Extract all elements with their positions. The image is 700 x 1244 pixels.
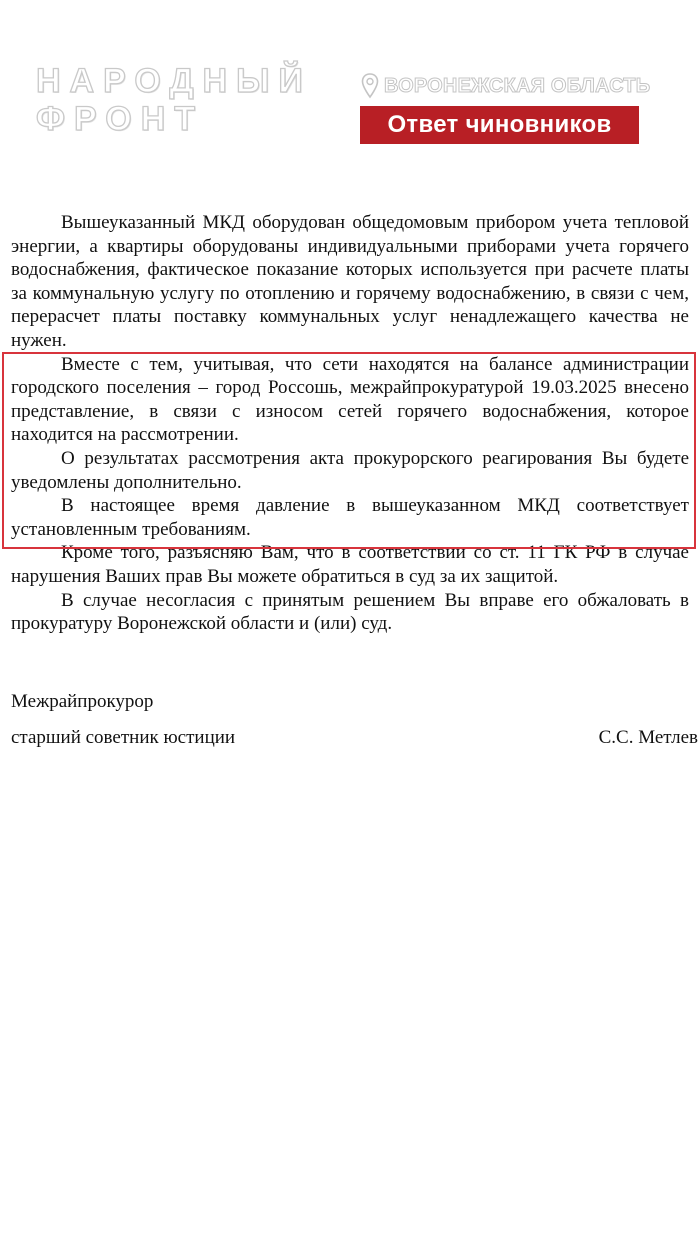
logo-line-2: ФРОНТ (36, 100, 205, 138)
highlight-frame (2, 352, 696, 549)
logo (36, 62, 312, 138)
paragraph-4: В настоящее время давление в вышеуказанном МКД соответствует установленным требованиям. (11, 495, 689, 540)
officials-answer-badge: Ответ чиновников (360, 106, 639, 144)
paragraph-3: О результатах рассмотрения акта прокурорского реагирования Вы будете уведомлены дополнительно. (11, 447, 689, 493)
paragraph-6: В случае несогласия с принятым решением Вы вправе его обжаловать в прокуратуру Воронежской области и (или) суд. (11, 589, 689, 635)
logo-line-1: НАРОДНЫЙ (36, 62, 312, 100)
signature-rank: старший советник юстиции (11, 727, 236, 748)
location-pin-icon (360, 72, 380, 100)
paragraph-1: Вышеуказанный МКД оборудован общедомовым прибором учета тепловой энергии, а квартиры оборудованы индивидуальными приборами учета горячего водоснабжения, фактическое показание которых используется при расчете платы за коммунальную услугу по отоплению и горячему водоснабжению, в связи с чем, перерасчет платы поставку коммунальных услуг ненадлежащего качества не нужен. (11, 212, 689, 351)
paragraph-5: Кроме того, разъясняю Вам, что в соответствии со ст. 11 ГК РФ в случае нарушения Ваших прав Вы можете обратиться в суд за их защитой. (11, 542, 689, 587)
paragraph-2: Вместе с тем, учитывая, что сети находятся на балансе администрации городского поселения – город Россошь, межрайпрокуратурой 19.03.2025 внесено представление, в связи с износом сетей горячего водоснабжения, которое находится на рассмотрении. (11, 353, 689, 446)
region-label (360, 72, 650, 100)
region-name: ВОРОНЕЖСКАЯ ОБЛАСТЬ (384, 74, 651, 97)
signature-title: Межрайпрокурор (11, 691, 154, 712)
signature-name: С.С. Метлев (598, 727, 698, 748)
